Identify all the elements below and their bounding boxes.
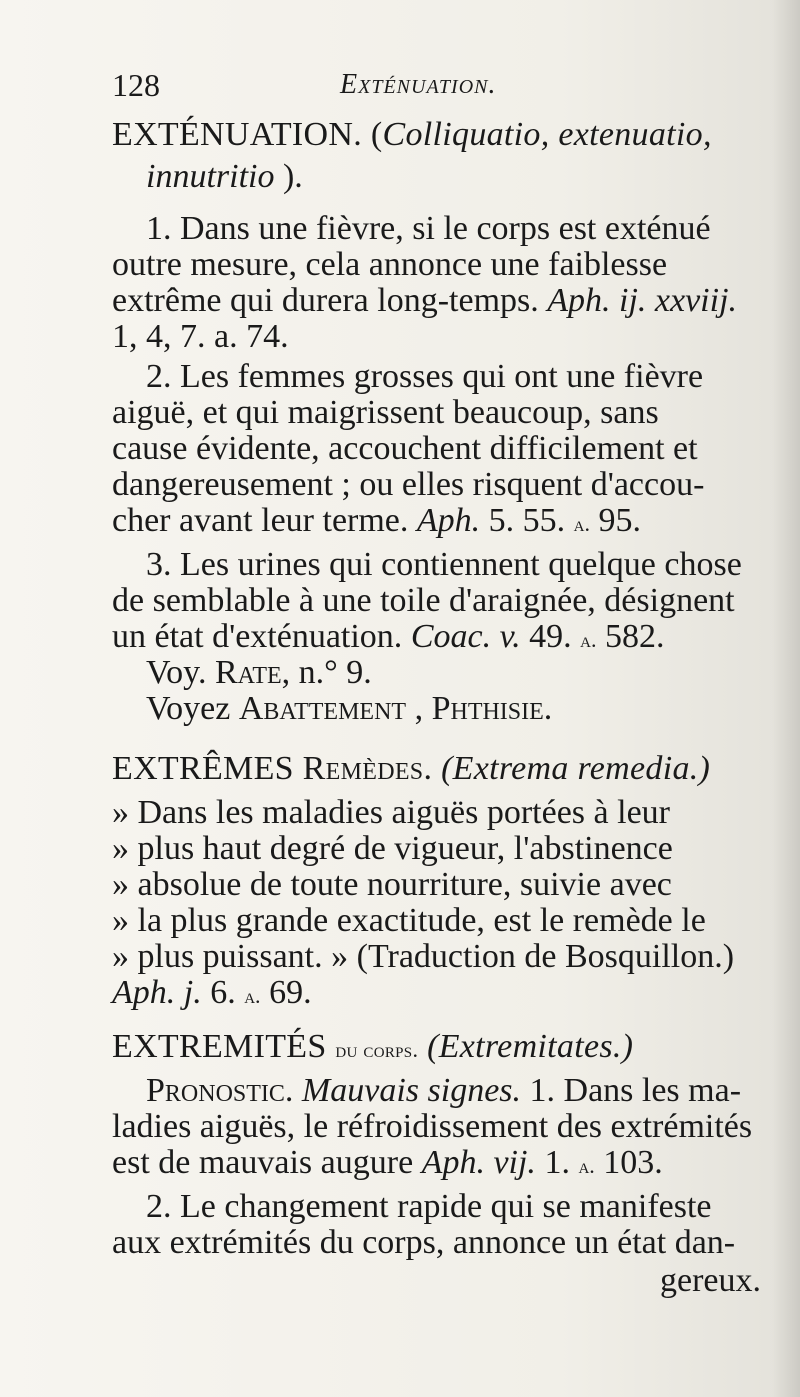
subheading: Pronostic. [146,1072,294,1109]
cross-reference [146,656,372,690]
text-line [146,1074,741,1108]
text-span: , n.° 9. [281,654,372,691]
text-line: dangereusement ; ou elles risquent d'accou- [112,466,705,503]
headword: EXTREMITÉS [112,1028,327,1065]
entry-headword-extenuation [112,118,712,152]
reference-abbrev: a. [578,1153,595,1178]
quote-line: » Dans les maladies aiguës portées à leur [112,794,670,831]
reference: 95. [598,502,642,539]
entry-headword-extremites [112,1030,633,1067]
reference-abbrev: a. [573,511,591,536]
cross-reference [146,692,552,726]
text-line: outre mesure, cela annonce une faiblesse [112,246,668,283]
reference: Aph. ij. xxviij. [547,282,738,319]
reference: 103. [603,1144,663,1181]
entry-latin-continued [146,160,303,194]
reference: 69. [269,974,312,1011]
reference-line [112,976,312,1013]
headword: EXTRÊMES [112,750,294,787]
text-span: Voy. [146,654,207,691]
reference: Aph. vij. [421,1144,536,1181]
latin-term: (Extrema remedia.) [441,750,711,787]
text-span: Voyez [146,690,231,727]
page-edge-shadow [772,0,800,1397]
text-line [112,504,641,541]
reference: Aph. j. [112,974,202,1011]
text-line: 2. Les femmes grosses qui ont une fièvre [146,358,704,395]
reference-line: 1, 4, 7. a. 74. [112,318,289,355]
reference: Aph. [416,502,481,539]
text-span: est de mauvais augure [112,1144,414,1181]
text-line [112,620,665,657]
text-span: cher avant leur terme. [112,502,409,539]
text-line: aiguë, et qui maigrissent beaucoup, sans [112,394,659,431]
text-span: , [414,690,424,727]
quote-line: » la plus grande exactitude, est le remède le [112,902,706,939]
quote-line: » plus puissant. » (Traduction de Bosquillon.) [112,938,735,975]
text-line: 1. Dans une fièvre, si le corps est exténué [146,210,711,247]
reference: 582. [605,618,665,655]
text-line: 3. Les urines qui contiennent quelque chose [146,546,742,583]
reference-abbrev: a. [244,983,261,1008]
text-line: aux extrémités du corps, annonce un état dan- [112,1224,736,1261]
text-line: 2. Le changement rapide qui se manifeste [146,1188,712,1225]
reference: Coac. v. [410,618,521,655]
text-line: gereux. [660,1262,762,1299]
text-span: un état d'exténuation. [112,618,403,655]
latin-term: innutritio [146,158,275,195]
latin-term: extenuatio, [558,116,712,153]
text-span: 1. Dans les ma- [529,1072,742,1109]
text-line: de semblable à une toile d'araignée, désignent [112,582,735,619]
quote-line: » absolue de toute nourriture, suivie avec [112,866,672,903]
latin-term: (Extremitates.) [427,1028,634,1065]
reference: 1. [544,1144,570,1181]
headword-sub: Remèdes. [302,750,433,787]
text-line [112,284,737,318]
reference: 5. 55. [488,502,566,539]
subheading-italic: Mauvais signes. [301,1072,522,1109]
reference: 49. [529,618,572,655]
text-line [112,1146,663,1183]
text-line: ladies aiguës, le réfroidissement des extrémités [112,1108,753,1145]
running-head: Exténuation. [340,69,497,100]
latin-term: Colliquatio, [382,116,550,153]
entry-headword-extremes [112,752,710,786]
paren: ). [282,158,303,195]
text-span: extrême qui durera long-temps. [112,282,539,319]
cross-ref-term: Phthisie. [431,690,553,727]
reference-abbrev: a. [580,627,597,652]
page-number: 128 [112,67,160,103]
text-line: cause évidente, accouchent difficilement et [112,430,698,467]
quote-line: » plus haut degré de vigueur, l'abstinence [112,830,673,867]
headword-sub: du corps. [335,1037,419,1062]
cross-ref-term: Rate [214,654,282,691]
cross-ref-term: Abattement [238,690,407,727]
paren: ( [370,116,383,153]
reference: 6. [210,974,236,1011]
headword: EXTÉNUATION. [112,116,363,153]
